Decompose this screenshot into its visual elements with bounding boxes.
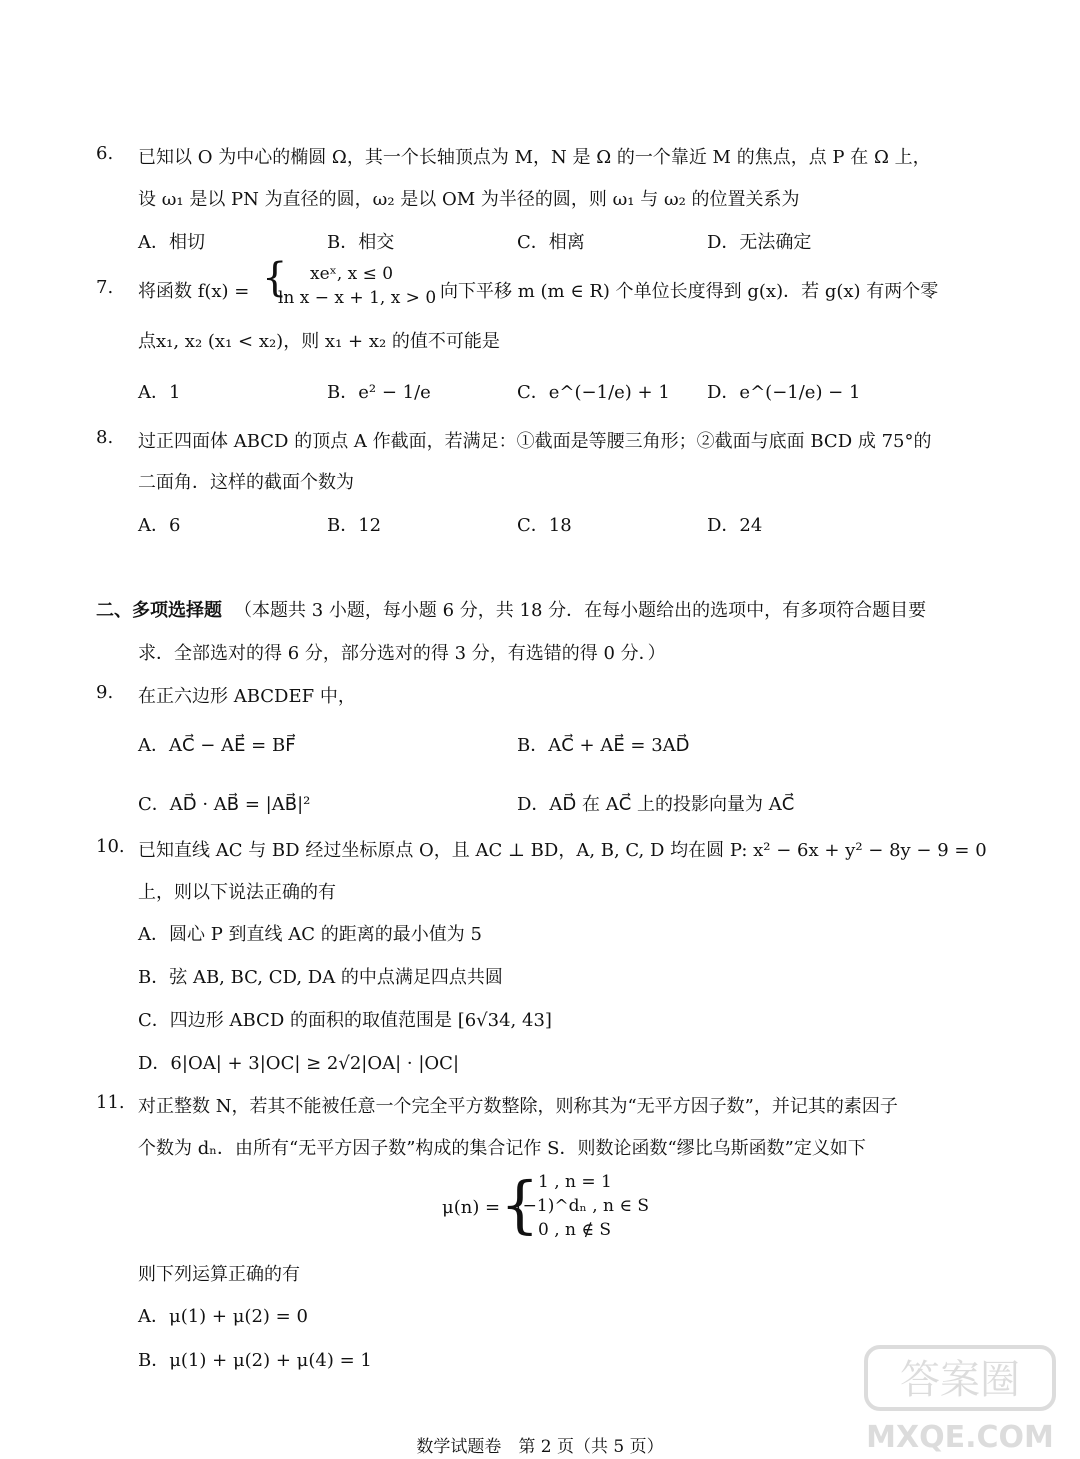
q7-piecewise-brace: { [262, 255, 288, 301]
section2-instructions-line2: 求．全部选对的得 6 分，部分选对的得 3 分，有选错的得 0 分．） [138, 643, 666, 664]
q7-option-d: D．e^(−1/e) − 1 [707, 382, 861, 403]
section2-instructions-line1: （本题共 3 小题，每小题 6 分，共 18 分．在每小题给出的选项中，有多项符合题目要 [234, 600, 927, 621]
q7-line1-post: 向下平移 m (m ∈ R) 个单位长度得到 g(x)．若 g(x) 有两个零 [440, 281, 939, 302]
q8-option-a: A．6 [138, 515, 181, 536]
q7-option-b: B．e² − 1/e [327, 382, 431, 403]
q11-line1: 对正整数 N，若其不能被任意一个完全平方数整除，则称其为“无平方因子数”，并记其的素因子 [138, 1096, 898, 1117]
q11-line3: 则下列运算正确的有 [138, 1264, 300, 1285]
q8-option-d: D．24 [707, 515, 763, 536]
q11-number: 11. [96, 1092, 125, 1113]
q10-option-d: D．6|OA| + 3|OC| ≥ 2√2|OA| · |OC| [138, 1053, 460, 1074]
q10-option-a: A．圆心 P 到直线 AC 的距离的最小值为 5 [138, 924, 482, 945]
q8-number: 8. [96, 427, 114, 448]
q8-option-b: B．12 [327, 515, 382, 536]
mobius-function-definition [442, 1170, 662, 1246]
section2-heading: 二、多项选择题 [96, 600, 222, 621]
q11-option-a: A．μ(1) + μ(2) = 0 [138, 1306, 308, 1327]
q10-line1: 已知直线 AC 与 BD 经过坐标原点 O，且 AC ⊥ BD，A, B, C, D 均在圆 P: x² − 6x + y² − 8y − 9 = 0 [138, 840, 987, 861]
q6-option-a: A．相切 [138, 232, 205, 253]
svg-text:答案圈: 答案圈 [900, 1357, 1020, 1403]
q7-option-c: C．e^(−1/e) + 1 [517, 382, 670, 403]
q10-number: 10. [96, 836, 125, 857]
q9-option-c: C．AD⃗ · AB⃗ = |AB⃗|² [138, 794, 311, 815]
q9-option-b: B．AC⃗ + AE⃗ = 3AD⃗ [517, 735, 690, 756]
q7-option-a: A．1 [138, 382, 181, 403]
q8-option-c: C．18 [517, 515, 572, 536]
q11-option-b: B．μ(1) + μ(2) + μ(4) = 1 [138, 1350, 372, 1371]
q8-line2: 二面角．这样的截面个数为 [138, 472, 354, 493]
q6-option-b: B．相交 [327, 232, 395, 253]
q6-number: 6. [96, 143, 114, 164]
q10-line2: 上，则以下说法正确的有 [138, 882, 336, 903]
q9-option-a: A．AC⃗ − AE⃗ = BF⃗ [138, 735, 296, 756]
q10-option-b: B．弦 AB, BC, CD, DA 的中点满足四点共圆 [138, 967, 503, 988]
svg-text:MXQE.COM: MXQE.COM [866, 1420, 1054, 1455]
q8-line1: 过正四面体 ABCD 的顶点 A 作截面，若满足：①截面是等腰三角形；②截面与底面 BCD 成 75°的 [138, 431, 932, 452]
q6-line1: 已知以 O 为中心的椭圆 Ω，其一个长轴顶点为 M，N 是 Ω 的一个靠近 M 的焦点，点 P 在 Ω 上， [138, 147, 931, 168]
q6-option-c: C．相离 [517, 232, 585, 253]
page-footer: 数学试题卷 第 2 页（共 5 页） [416, 1437, 664, 1457]
q6-line2: 设 ω₁ 是以 PN 为直径的圆，ω₂ 是以 OM 为半径的圆，则 ω₁ 与 ω₂ 的位置关系为 [138, 189, 800, 210]
q7-piece2: ln x − x + 1, x > 0 [278, 288, 437, 308]
mu-lhs: μ(n) = [442, 1197, 501, 1218]
mu-case1: 1 , n = 1 [538, 1172, 612, 1192]
q7-number: 7. [96, 277, 114, 298]
q11-line2: 个数为 dₙ．由所有“无平方因子数”构成的集合记作 S．则数论函数“缪比乌斯函数”定义如下 [138, 1138, 866, 1159]
q7-piece1: xeˣ, x ≤ 0 [310, 264, 394, 284]
mu-case2: (−1)^dₙ , n ∈ S [516, 1196, 650, 1216]
q7-line2: 点x₁, x₂ (x₁ < x₂)，则 x₁ + x₂ 的值不可能是 [138, 331, 500, 352]
q9-number: 9. [96, 682, 114, 703]
q10-option-c: C．四边形 ABCD 的面积的取值范围是 [6√34, 43] [138, 1010, 552, 1031]
q6-option-d: D．无法确定 [707, 232, 812, 253]
mu-brace: { [500, 1168, 540, 1241]
q9-stem: 在正六边形 ABCDEF 中， [138, 686, 356, 707]
q7-line1-pre: 将函数 f(x) = [138, 281, 250, 302]
mu-case3: 0 , n ∉ S [538, 1220, 612, 1240]
q9-option-d: D．AD⃗ 在 AC⃗ 上的投影向量为 AC⃗ [517, 794, 795, 815]
